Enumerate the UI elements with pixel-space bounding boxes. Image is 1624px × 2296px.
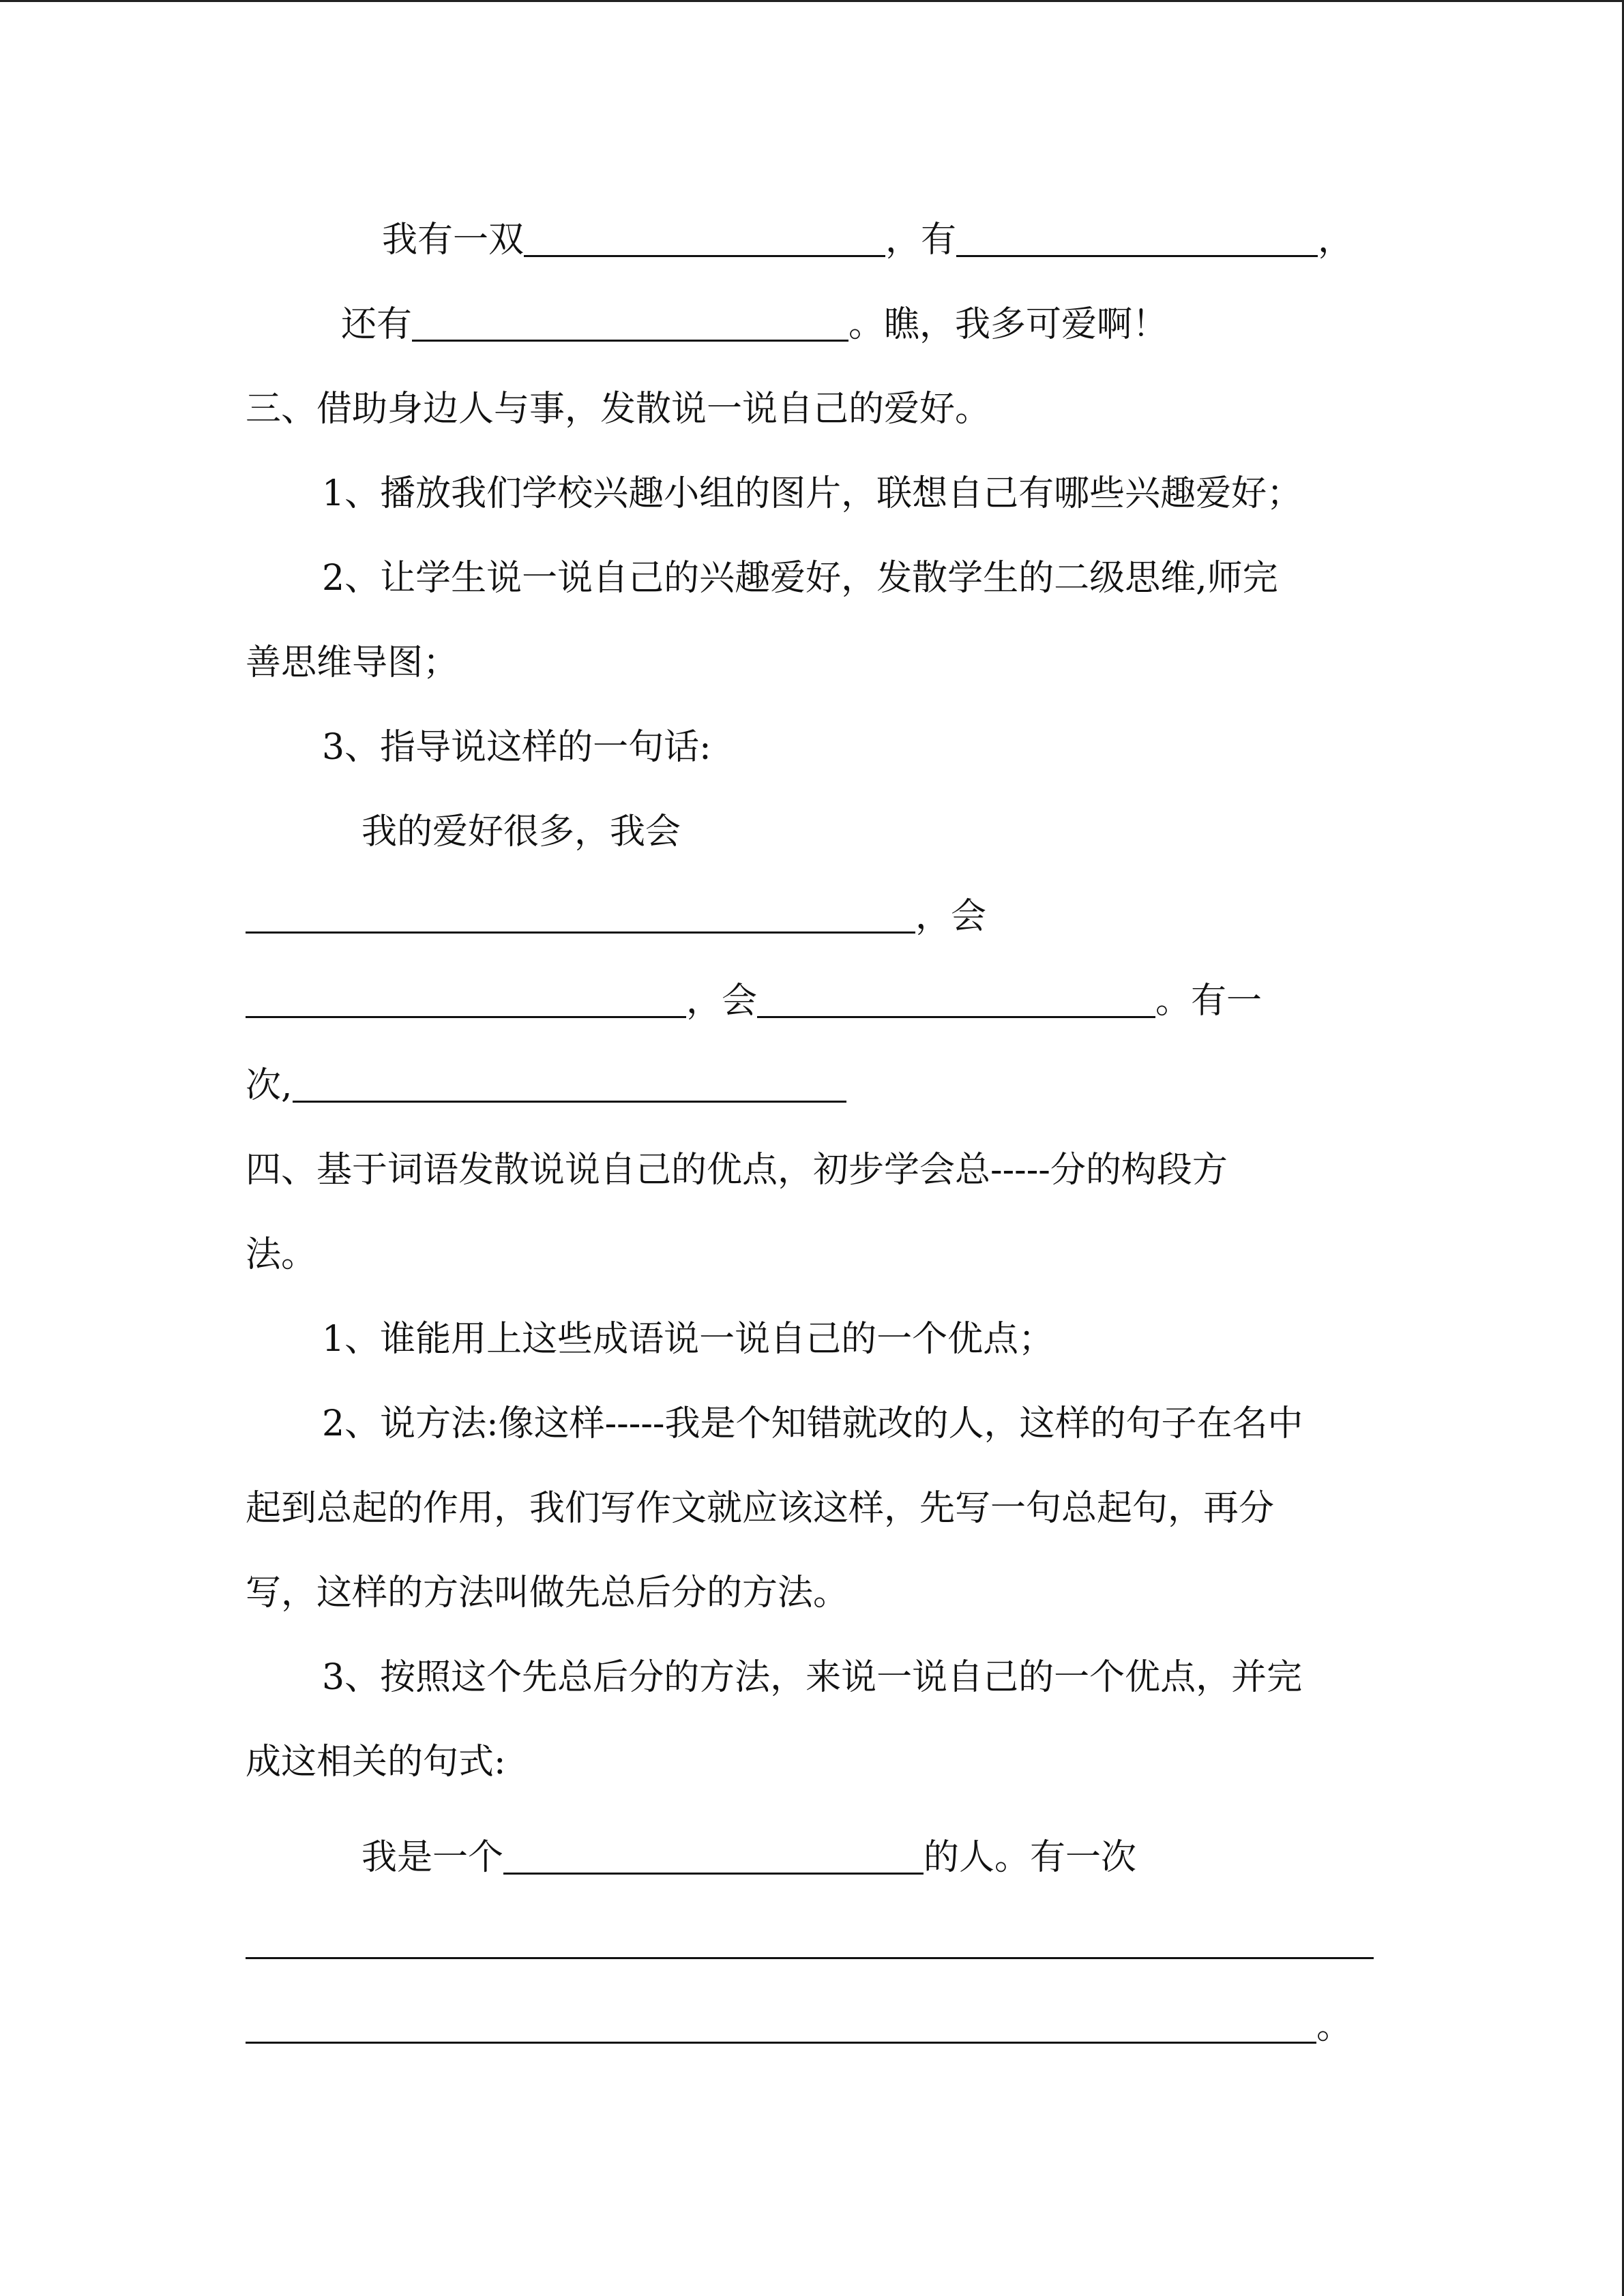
- fill-blank[interactable]: [246, 1956, 1374, 1959]
- item-4-2-continued-2: 写，这样的方法叫做先总后分的方法。: [246, 1572, 849, 1613]
- item-4-3: 3、按照这个先总后分的方法，来说一说自己的一个优点，并完: [322, 1657, 1303, 1698]
- text-segment: 。瞧，我多可爱啊！: [848, 304, 1168, 345]
- sentence-hobby-blank-1: [246, 889, 986, 944]
- text-segment: 我是一个: [361, 1837, 504, 1878]
- item-4-2: 2、说方法:像这样-----我是个知错就改的人，这样的句子在名中: [322, 1403, 1303, 1444]
- fill-blank[interactable]: [246, 1015, 686, 1018]
- sentence-hobby-blank-2: [246, 974, 1262, 1028]
- text-segment: ，会: [915, 896, 987, 937]
- text-segment: ，会: [686, 981, 758, 1022]
- sentence-i-am-a-person: [361, 1830, 1136, 1885]
- fill-blank[interactable]: [956, 254, 1318, 257]
- text-segment: 我有一双: [382, 220, 525, 260]
- document-page: [246, 0, 1378, 2296]
- section-three-heading: 三、借助身边人与事，发散说一说自己的爱好。: [246, 389, 991, 430]
- fill-blank[interactable]: [503, 1872, 924, 1875]
- item-3-2: 2、让学生说一说自己的兴趣爱好，发散学生的二级思维,师完: [322, 558, 1278, 599]
- item-4-2-continued-1: 起到总起的作用，我们写作文就应该这样，先写一句总起句，再分: [246, 1488, 1275, 1529]
- item-3-1: 1、播放我们学校兴趣小组的图片，联想自己有哪些兴趣爱好；: [322, 473, 1303, 514]
- text-segment: 。: [1316, 2006, 1353, 2047]
- text-segment: ，有: [885, 220, 957, 260]
- sentence-my-hobbies: 我的爱好很多，我会: [361, 811, 681, 852]
- sentence-i-have-a-pair: [382, 213, 1353, 267]
- full-width-blank-line: [246, 1915, 1374, 1969]
- item-3-3: 3、指导说这样的一句话:: [322, 727, 711, 768]
- fill-blank[interactable]: [524, 254, 885, 257]
- sentence-also-have: [341, 297, 1168, 352]
- fill-blank[interactable]: [246, 931, 915, 934]
- section-four-heading-continued: 法。: [246, 1234, 317, 1275]
- fill-blank[interactable]: [412, 339, 848, 342]
- section-four-heading: 四、基于词语发散说说自己的优点，初步学会总-----分的构段方: [246, 1150, 1228, 1191]
- fill-blank[interactable]: [293, 1100, 846, 1103]
- item-4-3-continued: 成这相关的句式:: [246, 1742, 506, 1783]
- sentence-hobby-blank-3: [246, 1058, 846, 1113]
- text-segment: 次,: [246, 1065, 293, 1106]
- fill-blank[interactable]: [246, 2041, 1316, 2044]
- item-4-1: 1、谁能用上这些成语说一说自己的一个优点；: [322, 1319, 1054, 1360]
- fill-blank[interactable]: [757, 1015, 1155, 1018]
- text-segment: 。有一: [1155, 981, 1263, 1022]
- text-segment: 的人。有一次: [924, 1837, 1137, 1878]
- item-3-2-continued: 善思维导图；: [246, 642, 459, 683]
- text-segment: 还有: [341, 304, 413, 345]
- final-blank-line: [246, 1999, 1352, 2054]
- text-segment: ，: [1318, 220, 1354, 260]
